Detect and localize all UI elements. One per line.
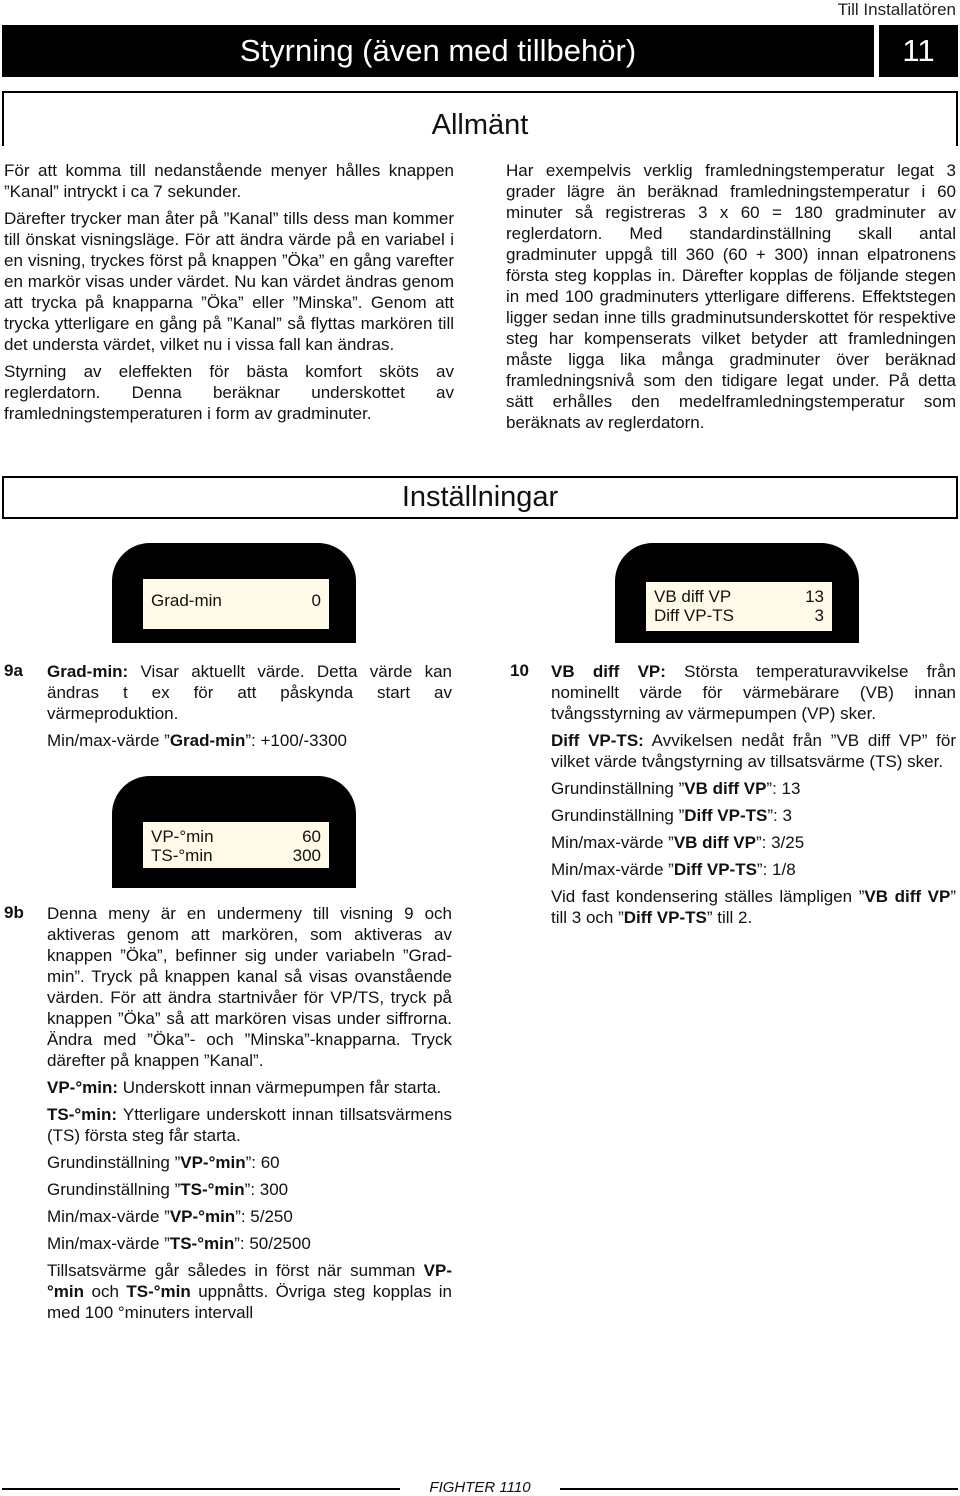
text-fragment: Grundinställning ” bbox=[551, 779, 685, 798]
term-description: Underskott innan värmepumpen får starta. bbox=[118, 1078, 442, 1097]
text-fragment: Min/max-värde ” bbox=[551, 833, 674, 852]
text-fragment: ”: 13 bbox=[766, 779, 801, 798]
term-bold: Diff VP-TS bbox=[684, 806, 768, 825]
item-paragraph bbox=[47, 661, 452, 724]
term-bold: VB diff VP bbox=[673, 833, 756, 852]
text-fragment: Grundinställning ” bbox=[47, 1153, 181, 1172]
general-right-column bbox=[506, 160, 956, 439]
text-fragment: ”: 3 bbox=[767, 806, 792, 825]
text-fragment: Grundinställning ” bbox=[47, 1180, 181, 1199]
text-fragment: Min/max-värde ” bbox=[551, 860, 674, 879]
footer-model: FIGHTER 1110 bbox=[429, 1479, 531, 1496]
term-bold: TS-°min bbox=[126, 1282, 191, 1301]
display-screen bbox=[143, 822, 329, 868]
text-fragment: ” till 3 och ” bbox=[551, 887, 956, 927]
setting-line bbox=[551, 859, 956, 880]
item-paragraph bbox=[47, 1104, 452, 1146]
text-fragment: Min/max-värde ” bbox=[47, 1234, 170, 1253]
display-value: 13 bbox=[805, 587, 824, 606]
display-row bbox=[654, 587, 824, 606]
term-description: Största temperaturavvikelse från nominellt värde för värmebärare (VB) innan tvångsstyrning av värmepumpen (VP) sker. bbox=[551, 662, 956, 723]
display-screen bbox=[143, 579, 329, 629]
setting-line bbox=[47, 1233, 452, 1254]
text-fragment: Min/max-värde ” bbox=[47, 731, 170, 750]
text-fragment: ” till 2. bbox=[706, 908, 753, 927]
item-9a-text bbox=[47, 661, 452, 757]
display-row bbox=[151, 846, 321, 865]
term-description: Ytterligare underskott innan tillsatsvärmens (TS) första steg får starta. bbox=[47, 1105, 452, 1145]
term-vb-diff-vp: VB diff VP: bbox=[551, 662, 666, 681]
item-number-9a: 9a bbox=[4, 661, 23, 680]
audience-label: Till Installatören bbox=[837, 0, 956, 19]
item-paragraph: Denna meny är en undermeny till visning 9 och aktiveras genom att markören, som aktiveras av knappen ”Öka”, befinner sig under variabeln ”Grad-min”. Tryck på knappen kanal så visas ovanstående värden. För att ändra startnivåer för VP/TS, tryck på knappen ”Öka” så att markören visas under siffrorna. Ändra med ”Öka”- och ”Minska”-knapparna. Tryck därefter på knappen ”Kanal”. bbox=[47, 904, 452, 1070]
text-fragment: och bbox=[84, 1282, 127, 1301]
general-left-column bbox=[4, 160, 454, 430]
general-paragraph: För att komma till nedanstående menyer hålles knappen ”Kanal” intryckt i ca 7 sekunder. bbox=[4, 161, 454, 201]
text-fragment: ”: 5/250 bbox=[235, 1207, 293, 1226]
minmax-line bbox=[47, 730, 452, 751]
display-row bbox=[151, 591, 321, 610]
item-paragraph bbox=[551, 730, 956, 772]
term-bold: VP-°min bbox=[47, 1261, 452, 1301]
term-bold: Diff VP-TS bbox=[673, 860, 757, 879]
section-settings-heading bbox=[2, 476, 958, 519]
term-bold: VP-°min bbox=[169, 1207, 236, 1226]
general-paragraph: Har exempelvis verklig framledningstemperatur legat 3 grader lägre än beräknad framledningstemperatur i 60 minuter så registreras 3 x 60 = 180 gradminuter av reglerdatorn. Med standardinställning skall antal gradminuter uppgå till 360 (60 + 300) innan elpatronens första steg kopplas in. Därefter kopplas de följande stegen in med 100 gradminuters ytterligare differens. Effektstegen ligger sedan inne tills gradminutsunderskottet för respektive steg har kompenserats vilket betyder att framledningen måste ligga lika många gradminuter över beräknad framledningsnivå som den tidigare legat under. På detta sätt erhålles den medelframledningstemperatur som beräknats av reglerdatorn. bbox=[506, 161, 956, 432]
display-label: VB diff VP bbox=[654, 587, 732, 606]
display-grad-min bbox=[112, 543, 356, 643]
page-title: Styrning (även med tillbehör) bbox=[239, 33, 637, 68]
setting-line bbox=[47, 1152, 452, 1173]
display-value: 60 bbox=[302, 827, 321, 846]
setting-line bbox=[551, 832, 956, 853]
setting-line bbox=[551, 778, 956, 799]
general-paragraph: Därefter trycker man åter på ”Kanal” tills dess man kommer till önskat visningsläge. För att ändra värde på en variabel i en visning, tryckes först på knappen ”Öka” en gång varefter en markör visas under värdet. Nu kan värdet ändras genom att trycka på knapparna ”Öka” eller ”Minska”. Genom att trycka ytterligare en gång på ”Kanal” så flyttas markören till det understa värdet, vilket nu i vissa fall kan ändras. bbox=[4, 209, 454, 354]
item-9b-text bbox=[47, 903, 452, 1329]
display-row bbox=[151, 827, 321, 846]
display-label: TS-°min bbox=[151, 846, 213, 865]
term-bold: Diff VP-TS bbox=[623, 908, 707, 927]
setting-line bbox=[47, 1179, 452, 1200]
display-row bbox=[654, 606, 824, 625]
item-paragraph bbox=[551, 661, 956, 724]
display-label: Grad-min bbox=[151, 591, 222, 610]
text-fragment: ”: 60 bbox=[245, 1153, 280, 1172]
item-number-9b: 9b bbox=[4, 903, 24, 922]
text-fragment: Min/max-värde ” bbox=[47, 1207, 170, 1226]
text-fragment: Vid fast kondensering ställes lämpligen ” bbox=[551, 887, 865, 906]
item-10-text bbox=[551, 661, 956, 934]
page-number: 11 bbox=[879, 25, 958, 77]
display-label: Diff VP-TS bbox=[654, 606, 734, 625]
item-paragraph bbox=[47, 1077, 452, 1098]
text-fragment: ”: 300 bbox=[244, 1180, 289, 1199]
text-fragment: Grundinställning ” bbox=[551, 806, 685, 825]
term-description: Visar aktuellt värde. Detta värde kan ändras t ex för att påskynda start av värmeproduktion. bbox=[47, 662, 452, 723]
display-vb-diff bbox=[615, 543, 859, 643]
text-fragment: uppnåtts. Övriga steg kopplas in med 100 °minuters intervall bbox=[47, 1282, 453, 1322]
term-vp-min: VP-°min: bbox=[47, 1078, 119, 1097]
display-vp-ts-min bbox=[112, 776, 356, 888]
display-label: VP-°min bbox=[151, 827, 214, 846]
term-bold: TS-°min bbox=[180, 1180, 245, 1199]
term-bold: VB diff VP bbox=[684, 779, 767, 798]
text-fragment: ”: 50/2500 bbox=[234, 1234, 311, 1253]
term-description: Avvikelsen nedåt från ”VB diff VP” för vilket värde tvångstyrning av tillsatsvärme (TS) sker. bbox=[551, 731, 956, 771]
display-value: 3 bbox=[814, 606, 824, 625]
item-paragraph bbox=[551, 886, 956, 928]
term-ts-min: TS-°min: bbox=[47, 1105, 118, 1124]
section-settings-title: Inställningar bbox=[401, 481, 559, 513]
text-fragment: ”: 3/25 bbox=[755, 833, 805, 852]
text-fragment: ”: +100/-3300 bbox=[245, 731, 347, 750]
setting-line bbox=[47, 1206, 452, 1227]
item-number-10: 10 bbox=[510, 661, 529, 680]
display-screen bbox=[646, 582, 832, 631]
display-value: 300 bbox=[292, 846, 321, 865]
page-title-bar bbox=[2, 25, 874, 77]
term-bold: VP-°min bbox=[180, 1153, 246, 1172]
general-paragraph: Styrning av eleffekten för bästa komfort sköts av reglerdatorn. Denna beräknar underskottet av framledningstemperaturen i form av gradminuter. bbox=[4, 362, 454, 423]
term-diff-vp-ts: Diff VP-TS: bbox=[551, 731, 644, 750]
display-value: 0 bbox=[311, 591, 321, 610]
text-fragment: Tillsatsvärme går således in först när summan bbox=[47, 1261, 424, 1280]
term-bold: Grad-min bbox=[169, 731, 246, 750]
term-bold: TS-°min bbox=[169, 1234, 235, 1253]
section-general-heading bbox=[2, 91, 958, 146]
item-paragraph bbox=[47, 1260, 452, 1323]
setting-line bbox=[551, 805, 956, 826]
term-grad-min: Grad-min: bbox=[47, 662, 129, 681]
term-bold: VB diff VP bbox=[864, 887, 951, 906]
text-fragment: ”: 1/8 bbox=[756, 860, 796, 879]
section-general-title: Allmänt bbox=[431, 109, 529, 141]
